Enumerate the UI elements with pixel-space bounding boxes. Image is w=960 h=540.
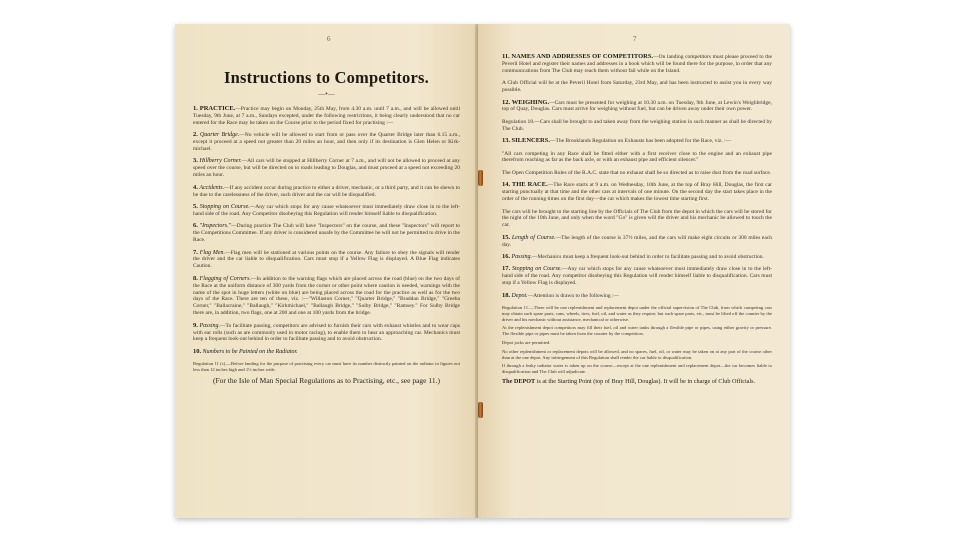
paragraph-heading: Passing. [199, 322, 221, 329]
left-page [175, 24, 478, 518]
paragraph [193, 132, 460, 153]
paragraph-heading: NAMES AND ADDRESSES OF COMPETITORS. [511, 53, 654, 60]
paragraph-text: Regulation 18.—Cars shall be brought to and taken away from the weighing station in such manner as shall be directed by The Club. [502, 118, 772, 132]
staple-top [478, 170, 483, 186]
paragraph-number: 17. [502, 265, 511, 273]
paragraph [193, 106, 460, 127]
paragraph-heading: Accidents. [199, 184, 225, 191]
regulation-note: Depot jacks are permitted. [502, 340, 551, 346]
paragraph [502, 138, 772, 145]
left-paragraphs [193, 106, 460, 356]
paragraph-number: 6. [193, 222, 198, 230]
paragraph [502, 119, 772, 133]
right-page [478, 24, 790, 518]
paragraph-text: —To facilitate passing, competitors are advised to furnish their cars with exhaust whistles and to wear caps with ear rolls (such as are commonly used in motor racing), to enable them to hear an approaching car. Mechanics must keep a frequent look-out behind in order to facilitate passing and to avoid obstruction. [193, 322, 461, 343]
paragraph-number: 15. [502, 233, 511, 241]
paragraph-heading: Flag Men. [199, 249, 226, 256]
paragraph [502, 293, 772, 300]
regulation-note: No other replenishment or replacement depots will be allowed, and no spares, fuel, oil, or water may be taken on at any part of the course other than at the one depot. Any infringement of this Regulation shall render the car liable to disqualification. [502, 348, 772, 360]
paragraph-heading: Numbers to be Painted on the Radiator. [202, 348, 298, 355]
paragraph-number: 7. [193, 248, 198, 256]
regulation-note: Regulation 11 (c).—Before landing for the purpose of practising every car must have its number distinctly painted on the radiator in figures not less than 12 inches high and 1½ inches wide. [193, 361, 460, 373]
footer-note: (For the Isle of Man Special Regulations as to Practising, etc., see page 11.) [213, 375, 440, 385]
paragraph [502, 209, 772, 230]
depot-text: is at the Starting Point (top of Bray Hill, Douglas). It will be in charge of Club Officials. [536, 378, 756, 386]
paragraph-number: 11. [502, 53, 510, 60]
paragraph-heading: Hillberry Corner. [199, 158, 242, 165]
paragraph-text: —The Race starts at 9 a.m. on Wednesday, 10th June, at the top of Bray Hill, Douglas, the first car starting punctually at that time and the other cars at intervals of one minute. On the second day the start takes place in the order of the running times on the first day—the car which makes the lowest time starting first. [502, 182, 772, 203]
paragraph-number: 1. [193, 105, 198, 112]
regulation-notes [502, 305, 772, 375]
paragraph [502, 170, 772, 177]
paragraph-number: 4. [193, 183, 198, 191]
regulation-note: Regulation 11.—There will be one replenishment and replacement depot under the official supervision of The Club, from which competing cars may obtain such spare parts, cans, wheels, tires, fuel, oil, and water as they require; but such spare parts, etc., must be lifted off the counter by the driver and his mechanic without assistance, mechanical or otherwise. [502, 305, 772, 322]
paragraph-number: 10. [193, 347, 202, 355]
paragraph [502, 80, 772, 94]
paragraph [193, 323, 460, 344]
paragraph-heading: Flagging of Corners. [199, 275, 251, 282]
ornament-divider: —•— [318, 90, 335, 98]
paragraph [502, 54, 772, 75]
paragraph-text: —On landing competitors must please proceed to the Peveril Hotel and register their names and addresses in a book which will be found there for the purpose, in order that any communications from The Club may reach them without fail while on the Island. [502, 54, 772, 74]
paragraph-heading: THE RACE. [511, 181, 548, 189]
paragraph-heading: Stopping on Course. [199, 203, 250, 210]
paragraph-number: 16. [502, 253, 511, 261]
paragraph-number: 13. [502, 137, 511, 145]
paragraph-heading: SILENCERS. [511, 137, 550, 145]
paragraph-text: —Cars must be presented for weighing at 10.30 a.m. on Tuesday, 9th June, at Lewin's Weighbridge, top of Quay, Douglas. Cars must arrive for weighing without fuel, but can be driven away under their own power. [502, 99, 772, 113]
booklet-spread [175, 24, 790, 518]
paragraph-heading: Length of Course. [511, 234, 556, 241]
paragraph-number: 2. [193, 131, 198, 139]
paragraph-heading: Stopping on Course. [511, 266, 562, 273]
paragraph-text: —All cars will be stopped at Hillberry Corner at 7 a.m., and will not be allowed to proceed at any speed over the course, but will be directed on to roads leading to Douglas, and must proceed at a speed not exceeding 20 miles an hour. [193, 158, 461, 179]
paragraph-number: 14. [502, 181, 511, 189]
paragraph [193, 349, 460, 356]
paragraph-number: 9. [193, 321, 198, 329]
paragraph-heading: Quarter Bridge. [199, 132, 240, 139]
right-paragraphs [502, 54, 772, 300]
paragraph [502, 254, 772, 261]
paragraph-text: The Open Competition Rules of the R.A.C. state that no exhaust shall be so directed as to raise dust from the road surface. [502, 169, 772, 176]
paragraph [193, 185, 460, 199]
paragraph [193, 276, 460, 317]
depot-label: The DEPOT [502, 378, 536, 386]
paragraph-text: —No vehicle will be allowed to start from or pass over the Quarter Bridge later than 6.15 a.m., except it proceed at a speed not greater than 20 miles an hour, and then only if its destination is Glen Helen or Kirk-michael. [193, 132, 461, 153]
paragraph [502, 151, 772, 165]
paragraph [502, 182, 772, 203]
paragraph-text: —Flag men will be stationed at various points on the course. Any failure to obey the signals will render the driver and the car liable to disqualification. Cars must stop if a Yellow Flag is displayed. A Blue Flag indicates Caution. [193, 249, 461, 270]
paragraph-text: —Practice may begin on Monday, 25th May, from 4.30 a.m. until 7 a.m., and will be allowed until Tuesday, 9th June, at 7 a.m., Sundays excepted, under the following restrictions, it being clearly understood that no car entered for the Race may be taken on the Course prior to the period fixed for practising :— [193, 106, 461, 126]
paragraph-text: —During practice The Club will have "Inspectors" on the course, and these "Inspectors" will report to the Competitions Committee. If any driver is considered unsafe by the Committee he will not be permitted to drive in the Race. [193, 223, 461, 244]
staple-bottom [478, 402, 483, 418]
paragraph-number: 3. [193, 157, 198, 165]
paragraph [193, 250, 460, 271]
paragraph-text: —Mechanics must keep a frequent look-out behind in order to facilitate passing and to avoid obstruction. [532, 254, 764, 261]
paragraph [502, 235, 772, 249]
paragraph-number: 18. [502, 291, 511, 299]
paragraph-heading: "Inspectors." [199, 223, 232, 230]
paragraph-text: —The Brooklands Regulation on Exhausts has been adopted for the Race, viz. :— [549, 138, 732, 145]
paragraph [193, 223, 460, 244]
paragraph-text: The cars will be brought to the starting line by the Officials of The Club from the depot in which the cars will be stored for the night of the 10th June, and only when the word "Go" is given will the driver and his mechanic be allowed to touch the car. [502, 208, 772, 229]
regulation-note: If through a leaky radiator water is taken up on the course—except at the one replenishment and replacement depot—the car becomes liable to disqualification and The Club will adjudicate. [502, 363, 772, 375]
paragraph-text: —If any accident occur during practice to either a driver, mechanic, or a third party, and it can be shewn to be due to the carelessness of the driver, such driver and the car will be disqualified. [193, 184, 460, 198]
paragraph [502, 266, 772, 287]
paragraph-number: 12. [502, 98, 511, 106]
paragraph [193, 204, 460, 218]
paragraph-number: 5. [193, 202, 198, 210]
paragraph-text: —Any car which stops for any cause whatsoever must immediately draw close in to the left-hand side of the road. Any Competitor disobeying this Regulation will render himself liable to disqualification. [193, 203, 461, 217]
paragraph [502, 100, 772, 114]
paragraph-heading: Passing. [511, 254, 533, 261]
page-number: 7 [633, 35, 637, 43]
paragraph-text: A Club Official will be at the Peveril Hotel from Saturday, 23rd May, and has been instructed to assist you in every way possible. [502, 80, 772, 94]
page-number: 6 [327, 35, 331, 43]
paragraph-text: —In addition to the warning flags which are placed across the road (blue) on the two days of the Race at the uniform distance of 300 yards from the corner or other point where caution is needed, warnings with the name of the spot in huge letters (white on blue) are being placed across the road for the practice as well as for the two days of the Race. There are ten of these, viz. :—"Willaston Corner," "Quarter Bridge," "Braddan Bridge," "Greeba Corner," "Ballacraine," "Ballaugh," "Kirkmichael," "Ballaugh Bridge," "Sulby Bridge," "Ramsey." For Sulby Bridge there are, in addition, two flags, one at 200 and one at 100 yards from the bridge. [193, 275, 461, 317]
paragraph-heading: PRACTICE. [199, 105, 236, 112]
paragraph-text: —The length of the course is 37½ miles, and the cars will make eight circuits or 300 miles each day. [502, 234, 772, 248]
page-title: Instructions to Competitors. [224, 68, 429, 87]
depot-note [502, 378, 772, 386]
paragraph [193, 158, 460, 179]
paragraph-text: —Any car which stops for any cause whatsoever must immediately draw close in to the left-hand side of the road. Any competitor disobeying this Regulation will render himself liable to disqualification. Cars must stop if a Yellow Flag is displayed. [502, 266, 772, 287]
paragraph-text: "All cars competing in any Race shall be fitted either with a first receiver close to the engine and an exhaust pipe therefrom reaching as far as the back axle, or with an exhaust pipe and efficient silencer." [502, 150, 772, 164]
paragraph-heading: Depot. [511, 292, 528, 299]
paragraph-number: 8. [193, 274, 198, 282]
paragraph-heading: WEIGHING. [511, 98, 550, 106]
paragraph-text: —Attention is drawn to the following :— [527, 292, 620, 299]
regulation-note: At the replenishment depot competitors may fill their fuel, oil and water tanks through a flexible pipe or pipes, using either gravity or pressure. The flexible pipe or pipes must be taken from the counter by the competitors. [502, 325, 772, 337]
